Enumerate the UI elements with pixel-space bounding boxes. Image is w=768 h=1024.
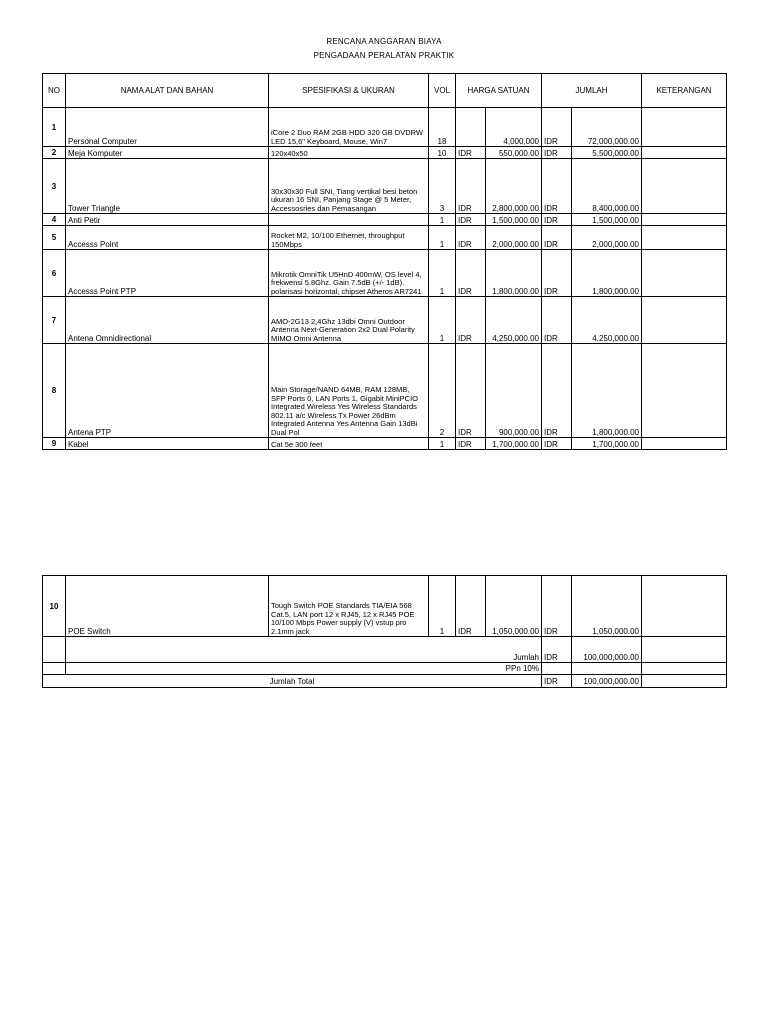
table-row — [43, 576, 727, 637]
row-keterangan — [642, 214, 727, 226]
row-harga: 2,800,000.00 — [486, 159, 542, 214]
row-jumlah: 1,800,000.00 — [572, 250, 642, 297]
row-keterangan — [642, 108, 727, 147]
row-keterangan — [642, 250, 727, 297]
row-harga: 900,000.00 — [486, 344, 542, 438]
row-harga-currency: IDR — [456, 344, 486, 438]
row-nama: Antena Omnidirectional — [66, 297, 269, 344]
row-vol: 1 — [429, 297, 456, 344]
header-spesifikasi: SPESIFIKASI & UKURAN — [269, 74, 429, 108]
table-row — [43, 438, 727, 450]
row-no: 10 — [43, 576, 66, 637]
row-nama: Personal Computer — [66, 108, 269, 147]
subtotal-row — [43, 637, 727, 663]
header-jumlah: JUMLAH — [542, 74, 642, 108]
subtotal-value: 100,000,000.00 — [572, 637, 642, 663]
subtotal-label: Jumlah — [66, 637, 542, 663]
table-row — [43, 344, 727, 438]
row-nama: Accesss Point — [66, 226, 269, 250]
row-spec: Tough Switch POE Standards TIA/EIA 568 Cat.5, LAN port 12 x RJ45, 12 x RJ45 POE 10/100 Mbps Power supply (V) vstup pro 2.1mm jack — [269, 576, 429, 637]
row-nama: Anti Petir — [66, 214, 269, 226]
table-row — [43, 159, 727, 214]
row-no: 6 — [43, 250, 66, 297]
row-nama: Accesss Point PTP — [66, 250, 269, 297]
total-currency: IDR — [542, 675, 572, 688]
row-vol: 18 — [429, 108, 456, 147]
empty-cell — [43, 663, 66, 675]
row-vol: 1 — [429, 226, 456, 250]
row-jumlah-currency: IDR — [542, 108, 572, 147]
row-spec: Main Storage/NAND 64MB, RAM 128MB, SFP Ports 0, LAN Ports 1, Gigabit MiniPCIO Integrated Wireless Yes Wireless Standards 802.11 a/c Wireless Tx Power 26dBm Integrated Antenna Yes Antenna Gain 13dBi Dual Pol — [269, 344, 429, 438]
table-row — [43, 250, 727, 297]
row-keterangan — [642, 226, 727, 250]
ppn-label: PPn 10% — [66, 663, 542, 675]
row-jumlah: 8,400,000.00 — [572, 159, 642, 214]
row-vol: 2 — [429, 344, 456, 438]
row-harga-currency — [456, 108, 486, 147]
row-nama: Meja Komputer — [66, 147, 269, 159]
table-row — [43, 226, 727, 250]
row-keterangan — [642, 344, 727, 438]
row-nama: Tower Triangle — [66, 159, 269, 214]
row-jumlah-currency: IDR — [542, 147, 572, 159]
budget-table-continued — [42, 575, 727, 688]
row-jumlah-currency: IDR — [542, 159, 572, 214]
row-no: 3 — [43, 159, 66, 214]
row-keterangan — [642, 147, 727, 159]
row-no: 2 — [43, 147, 66, 159]
row-keterangan — [642, 297, 727, 344]
row-jumlah: 1,700,000.00 — [572, 438, 642, 450]
row-harga: 1,800,000.00 — [486, 250, 542, 297]
header-vol: VOL — [429, 74, 456, 108]
row-jumlah: 2,000,000.00 — [572, 226, 642, 250]
document-subtitle: PENGADAAN PERALATAN PRAKTIK — [313, 51, 455, 60]
row-harga-currency: IDR — [456, 147, 486, 159]
row-vol: 3 — [429, 159, 456, 214]
table-row — [43, 147, 727, 159]
total-value: 100,000,000.00 — [572, 675, 642, 688]
row-harga-currency: IDR — [456, 226, 486, 250]
table-row — [43, 214, 727, 226]
row-vol: 1 — [429, 576, 456, 637]
row-spec: Mikrotik OmniTik U5HnD 400mW, OS level 4, frekwensi 5.8Ghz. Gain 7.5dB (+/- 1dB). polarisasi horizontal, chipset Atheros AR7241 — [269, 250, 429, 297]
table-row — [43, 108, 727, 147]
total-row — [43, 675, 727, 688]
row-vol: 10 — [429, 147, 456, 159]
row-harga-currency: IDR — [456, 297, 486, 344]
row-spec — [269, 214, 429, 226]
row-no: 7 — [43, 297, 66, 344]
header-nama: NAMA ALAT DAN BAHAN — [66, 74, 269, 108]
row-harga: 4,000,000 — [486, 108, 542, 147]
row-jumlah: 1,050,000.00 — [572, 576, 642, 637]
row-jumlah: 1,800,000.00 — [572, 344, 642, 438]
row-harga-currency: IDR — [456, 576, 486, 637]
row-keterangan — [642, 576, 727, 637]
document-title: RENCANA ANGGARAN BIAYA — [326, 37, 442, 46]
table-row — [43, 297, 727, 344]
row-jumlah: 72,000,000.00 — [572, 108, 642, 147]
row-harga: 1,050,000.00 — [486, 576, 542, 637]
budget-table — [42, 73, 727, 450]
row-harga-currency: IDR — [456, 159, 486, 214]
row-harga: 1,500,000.00 — [486, 214, 542, 226]
row-nama: POE Switch — [66, 576, 269, 637]
empty-cell — [572, 663, 642, 675]
row-vol: 1 — [429, 250, 456, 297]
header-harga-satuan: HARGA SATUAN — [456, 74, 542, 108]
row-jumlah: 4,250,000.00 — [572, 297, 642, 344]
row-harga: 4,250,000.00 — [486, 297, 542, 344]
row-nama: Kabel — [66, 438, 269, 450]
row-harga: 2,000,000.00 — [486, 226, 542, 250]
row-spec: 30x30x30 Full SNI, Tiang vertikal besi beton ukuran 16 SNI, Panjang Stage @ 5 Meter, Accessosries dan Pemasangan — [269, 159, 429, 214]
row-spec: 120x40x50 — [269, 147, 429, 159]
row-jumlah-currency: IDR — [542, 214, 572, 226]
empty-cell — [542, 663, 572, 675]
row-keterangan — [642, 438, 727, 450]
row-no: 8 — [43, 344, 66, 438]
table-header-row — [43, 74, 727, 108]
row-jumlah: 1,500,000.00 — [572, 214, 642, 226]
row-jumlah-currency: IDR — [542, 438, 572, 450]
row-jumlah-currency: IDR — [542, 297, 572, 344]
ppn-row — [43, 663, 727, 675]
row-no: 1 — [43, 108, 66, 147]
row-spec: Rocket M2, 10/100 Ethernet, throughput 150Mbps — [269, 226, 429, 250]
row-no: 9 — [43, 438, 66, 450]
header-no: NO — [43, 74, 66, 108]
row-no: 5 — [43, 226, 66, 250]
row-harga-currency: IDR — [456, 214, 486, 226]
row-no: 4 — [43, 214, 66, 226]
row-jumlah: 5,500,000.00 — [572, 147, 642, 159]
row-harga-currency: IDR — [456, 438, 486, 450]
total-label: Jumlah Total — [43, 675, 542, 688]
row-spec: iCore 2 Duo RAM 2GB HDD 320 GB DVDRW LED 15,6" Keyboard, Mouse, Win7 — [269, 108, 429, 147]
empty-cell — [642, 637, 727, 663]
row-jumlah-currency: IDR — [542, 576, 572, 637]
row-jumlah-currency: IDR — [542, 344, 572, 438]
empty-cell — [43, 637, 66, 663]
header-keterangan: KETERANGAN — [642, 74, 727, 108]
row-spec: Cat 5e 300 feet — [269, 438, 429, 450]
row-jumlah-currency: IDR — [542, 250, 572, 297]
row-keterangan — [642, 159, 727, 214]
row-harga: 550,000.00 — [486, 147, 542, 159]
subtotal-currency: IDR — [542, 637, 572, 663]
row-harga: 1,700,000.00 — [486, 438, 542, 450]
empty-cell — [642, 675, 727, 688]
row-harga-currency: IDR — [456, 250, 486, 297]
row-spec: AMO-2G13 2,4Ghz 13dbi Omni Outdoor Antenna Next-Generation 2x2 Dual Polarity MIMO Omni Antenna — [269, 297, 429, 344]
empty-cell — [642, 663, 727, 675]
row-jumlah-currency: IDR — [542, 226, 572, 250]
row-nama: Antena PTP — [66, 344, 269, 438]
row-vol: 1 — [429, 214, 456, 226]
row-vol: 1 — [429, 438, 456, 450]
